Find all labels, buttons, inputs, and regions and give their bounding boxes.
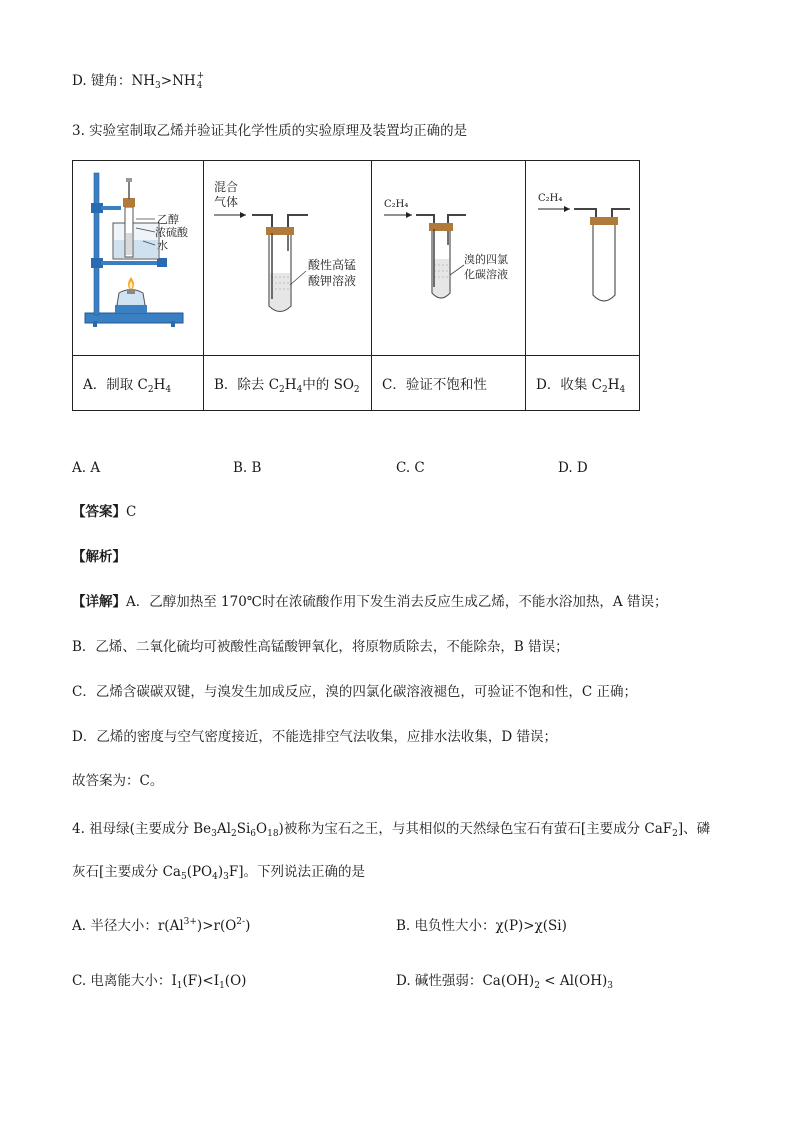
answer-value: C (126, 504, 137, 520)
label-ethylene-c: C₂H₄ (384, 199, 409, 210)
answer-line (72, 502, 136, 522)
label-kmno4-2: 酸钾溶液 (308, 274, 357, 288)
kmno4-wash-bottle (204, 161, 371, 351)
formula-beryl: $Be_3Al_2Si_6O_{18}$ (193, 821, 279, 839)
q4-option-c[interactable]: C. 电离能大小：$I_1(F)<I_1(O)$ (72, 973, 247, 991)
figure-c-cell (372, 161, 526, 356)
label-kmno4-1: 酸性高锰 (308, 258, 357, 272)
radius-expression: $r(Al^{3+})>r(O^{2-})$ (157, 917, 251, 934)
question-3-stem: 3. 实验室制取乙烯并验证其化学性质的实验原理及装置均正确的是 (72, 123, 468, 139)
choice-b[interactable]: B. B (233, 460, 262, 476)
label-mixed-gas-2: 气体 (214, 195, 239, 209)
ionization-expression: $I_1(F)<I_1(O)$ (171, 973, 247, 991)
conclusion: 故答案为：C。 (72, 773, 164, 789)
apparatus-figure-table (72, 160, 640, 411)
detail-d: D．乙烯的密度与空气密度接近，不能选排空气法收集，应排水法收集，D 错误； (72, 729, 557, 745)
q4-option-b[interactable]: B. 电负性大小：χ(P)>χ(Si) (396, 918, 567, 934)
question-4-stem-line2: 灰石[主要成分 $Ca_5(PO_4)_3F$]。下列说法正确的是 (72, 864, 366, 882)
choice-a[interactable]: A. A (72, 460, 101, 476)
answer-tag: 【答案】 (72, 504, 126, 520)
formula-caf2: CaF$_2$ (644, 821, 678, 839)
label-sulfuric-acid: 浓硫酸 (155, 226, 188, 239)
analysis-heading: 【解析】 (72, 549, 126, 565)
detail-a: 【详解】A．乙醇加热至 170℃时在浓硫酸作用下发生消去反应生成乙烯，不能水浴加热，A 错误； (72, 594, 668, 610)
q4-option-d[interactable]: D. 碱性强弱：$Ca(OH)_2 < Al(OH)_3$ (396, 973, 614, 991)
detail-b: B．乙烯、二氧化硫均可被酸性高锰酸钾氧化，将原物质除去，不能除杂，B 错误； (72, 639, 569, 655)
label-mixed-gas-1: 混合 (214, 180, 239, 194)
label-bromine-2: 化碳溶液 (464, 268, 508, 281)
prev-option-d: D. 键角：$NH_3>NH$ + 4 (72, 71, 205, 91)
caption-d: D．收集 $C_2H_4$ (526, 356, 640, 411)
caption-b: B．除去 $C_2H_4$中的 $SO_2$ (204, 356, 372, 411)
ammonium-charge: + 4 (196, 71, 205, 91)
choice-c[interactable]: C. C (396, 460, 425, 476)
detail-c: C．乙烯含碳碳双键，与溴发生加成反应，溴的四氯化碳溶液褪色，可验证不饱和性，C 正确； (72, 684, 637, 700)
bromine-ccl4-tube (372, 161, 525, 351)
formula-apatite: $Ca_5(PO_4)_3F$ (162, 864, 239, 882)
basicity-expression: $Ca(OH)_2 < Al(OH)_3$ (482, 973, 614, 991)
label-ethanol: 乙醇 (157, 213, 179, 226)
caption-c: C．验证不饱和性 (372, 356, 526, 411)
collection-tube (526, 161, 639, 351)
q4-option-a[interactable]: A. 半径大小：$r(Al^{3+})>r(O^{2-})$ (72, 917, 251, 934)
label-water: 水 (157, 239, 168, 252)
question-4-stem-line1: 4. 祖母绿(主要成分 $Be_3Al_2Si_6O_{18}$)被称为宝石之王，与其相似的天然绿色宝石有萤石[主要成分 CaF$_2$]、磷 (72, 821, 711, 839)
figure-d-cell (526, 161, 640, 356)
label-bromine-1: 溴的四氯 (464, 253, 508, 266)
ethanol-heating-apparatus (73, 161, 203, 351)
figure-a-cell (73, 161, 204, 356)
label-ethylene-d: C₂H₄ (538, 193, 563, 204)
figure-b-cell (204, 161, 372, 356)
caption-a: A．制取 $C_2H_4$ (73, 356, 204, 411)
choice-d[interactable]: D. D (558, 460, 588, 476)
